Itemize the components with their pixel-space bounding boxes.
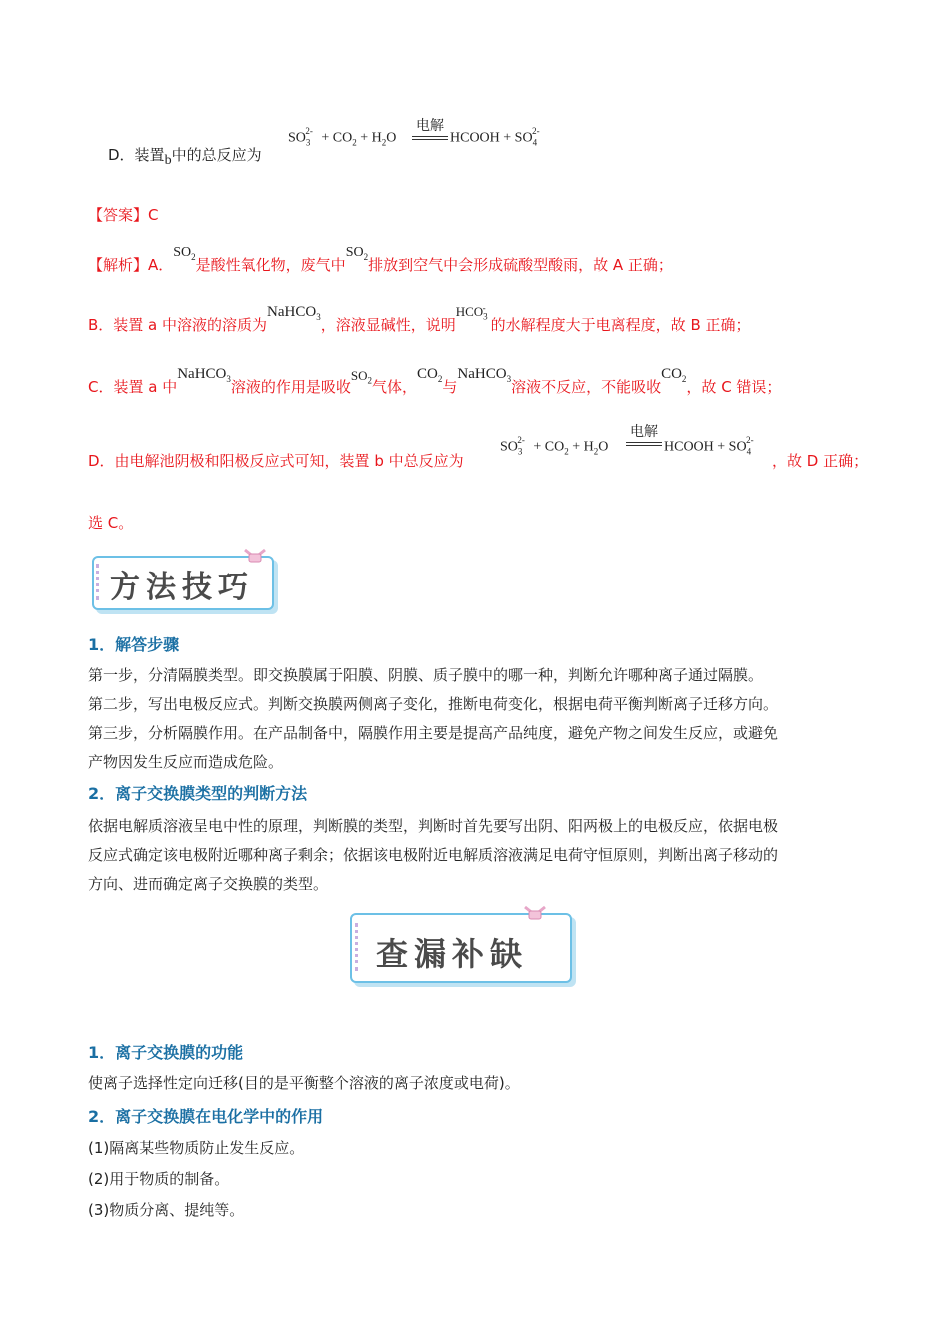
equation-products: HCOOH + $SO_4^{2-}$ <box>450 126 540 148</box>
analysis-d-eq-left: $SO_3^{2-} + CO_2 + H_2O$ <box>500 435 609 457</box>
s1-p4c: 方向、进而确定离子交换膜的类型。 <box>88 875 329 893</box>
s1-p1: 第一步，分清隔膜类型。即交换膜属于阳膜、阴膜、质子膜中的哪一种，判断允许哪种离子通过隔膜。 <box>88 666 764 684</box>
analysis-d-eq-right: HCOOH + $SO_4^{2-}$ <box>664 435 754 457</box>
s1-p2: 第二步，写出电极反应式。判断交换膜两侧离子变化，推断电荷变化，根据电荷平衡判断离子迁移方向。 <box>88 695 779 713</box>
badge-fill-gaps <box>350 905 580 985</box>
badge-title: 方法技巧 <box>110 570 254 605</box>
equation-top: $SO_3^{2-} + CO_2 + H_2O$ <box>288 126 397 148</box>
analysis-d-end: ，故 D 正确； <box>772 452 869 470</box>
option-d-prefix: D．装置 <box>108 146 165 164</box>
option-d-rest: 中的总反应为 <box>171 146 262 164</box>
answer-label: 【答案】C <box>88 206 159 224</box>
paper-clip-icon <box>522 901 548 923</box>
s1-p3b: 产物因发生反应而造成危险。 <box>88 753 284 771</box>
analysis-d-arrow: 电解 <box>626 421 662 446</box>
analysis-a: 【解析】A．$SO_2$是酸性氧化物，废气中$SO_2$排放到空气中会形成硫酸型酸雨，故 A 正确； <box>88 245 673 274</box>
analysis-conclusion: 选 C。 <box>88 514 134 532</box>
s2-p1: 使离子选择性定向迁移(目的是平衡整个溶液的离子浓度或电荷)。 <box>88 1074 520 1092</box>
electrolysis-arrow <box>412 115 448 140</box>
s2-item-2: (2)用于物质的制备。 <box>88 1170 230 1188</box>
badge-method-tips <box>92 550 282 610</box>
condition-label: 电解 <box>416 119 444 134</box>
analysis-c: C．装置 a 中NaHCO$_3$溶液的作用是吸收$SO_2$气体，$CO_2$与NaHCO$_3$溶液不反应，不能吸收$CO_2$，故 C 错误； <box>88 366 782 396</box>
s2-heading-2: 2．离子交换膜在电化学中的作用 <box>88 1107 324 1126</box>
analysis-d-prefix: D．由电解池阴极和阳极反应式可知，装置 b 中总反应为 <box>88 452 464 470</box>
badge-dots <box>355 923 362 971</box>
s1-heading-1: 1．解答步骤 <box>88 635 180 654</box>
analysis-b: B．装置 a 中溶液的溶质为NaHCO$_3$，溶液显碱性，说明$HCO_3^-$的水解程度大于电离程度，故 B 正确； <box>88 302 751 334</box>
s1-p4a: 依据电解质溶液呈电中性的原理，判断膜的类型，判断时首先要写出阴、阳两极上的电极反应，依据电极 <box>88 817 779 835</box>
s2-heading-1: 1．离子交换膜的功能 <box>88 1043 244 1062</box>
s1-p4b: 反应式确定该电极附近哪种离子剩余；依据该电极附近电解质溶液满足电荷守恒原则，判断出离子移动的 <box>88 846 779 864</box>
badge-dots <box>96 564 103 600</box>
option-d-b: b <box>164 153 172 168</box>
s2-item-3: (3)物质分离、提纯等。 <box>88 1201 245 1219</box>
s2-item-1: (1)隔离某些物质防止发生反应。 <box>88 1139 305 1157</box>
option-d-label <box>108 144 262 168</box>
badge-title: 查漏补缺 <box>376 935 529 973</box>
s1-heading-2: 2．离子交换膜类型的判断方法 <box>88 784 308 803</box>
paper-clip-icon <box>242 544 268 566</box>
s1-p3a: 第三步，分析隔膜作用。在产品制备中，隔膜作用主要是提高产品纯度，避免产物之间发生反应，或避免 <box>88 724 779 742</box>
